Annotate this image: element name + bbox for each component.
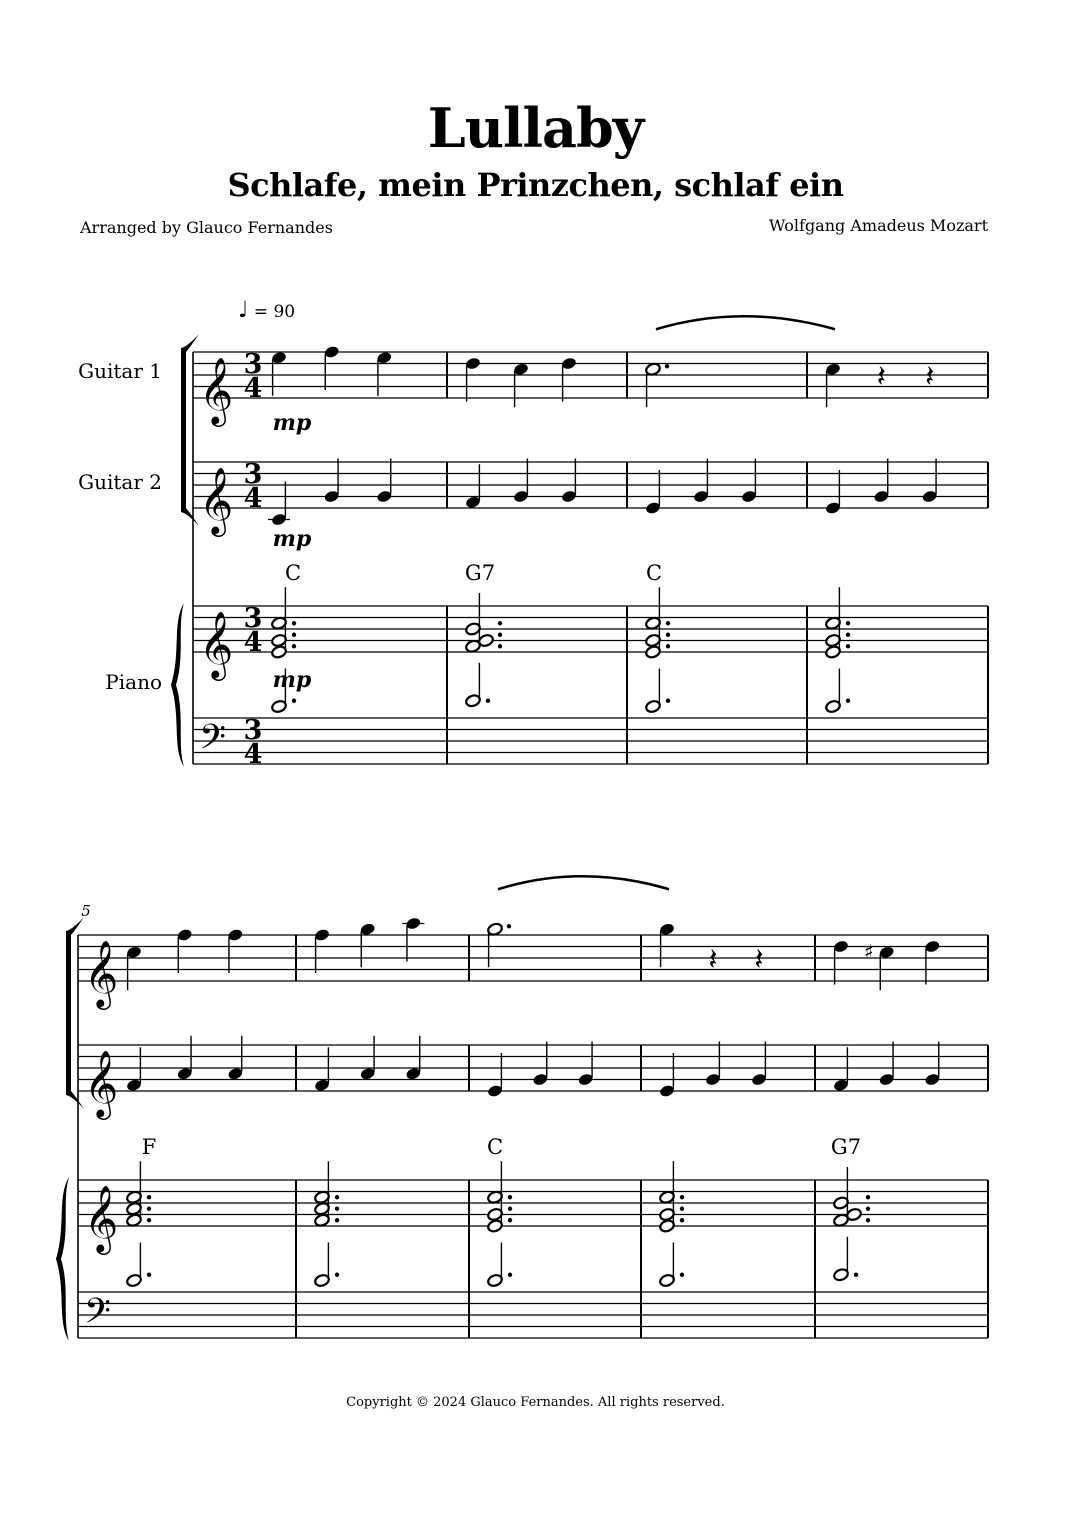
augmentation-dot [335,1218,339,1222]
augmentation-dot [147,1207,151,1211]
augmentation-dot [335,1273,339,1277]
treble-clef-icon: 𝄞 [199,356,234,424]
bracket-hook-bottom [181,508,199,526]
guitar-bracket [66,931,71,1095]
augmentation-dot [666,644,670,648]
quarter-rest-icon: 𝄽 [876,359,886,395]
augmentation-dot [292,644,296,648]
augmentation-dot [498,621,502,625]
arranger-credit: Arranged by Glauco Fernandes [80,218,333,237]
chord-symbol: C [284,561,302,585]
augmentation-dot [680,1207,684,1211]
augmentation-dot [866,1195,870,1199]
quarter-rest-icon: 𝄽 [754,942,764,978]
treble-clef-icon: 𝄞 [199,610,234,678]
time-signature-top: 3 [243,349,263,380]
augmentation-dot [292,699,296,703]
augmentation-dot [666,621,670,625]
treble-clef-icon: 𝄞 [199,466,234,534]
augmentation-dot [147,1218,151,1222]
instrument-label-guitar-1: Guitar 1 [78,359,162,383]
instrument-label-guitar-2: Guitar 2 [78,470,162,494]
dynamic-mp-piano: mp [272,667,312,693]
augmentation-dot [498,644,502,648]
chord-symbol: G7 [464,561,496,585]
augmentation-dot [335,1207,339,1211]
score-subtitle: Schlafe, mein Prinzchen, schlaf ein [227,166,844,204]
tie-curve [656,316,835,329]
copyright-notice: Copyright © 2024 Glauco Fernandes. All rights reserved. [346,1395,725,1410]
guitar-bracket [181,348,186,512]
time-signature-top: 3 [243,459,263,490]
augmentation-dot [866,1207,870,1211]
augmentation-dot [508,1273,512,1277]
treble-clef-icon: 𝄞 [84,939,119,1007]
augmentation-dot [854,1273,858,1277]
half-notehead [478,633,495,647]
augmentation-dot [335,1195,339,1199]
time-signature-bottom: 4 [243,627,263,658]
composer-credit: Wolfgang Amadeus Mozart [768,216,988,235]
score-title: Lullaby [427,96,644,160]
bass-clef-icon: 𝄢 [84,1290,112,1340]
augmentation-dot [665,364,669,368]
measure-number: 5 [81,902,91,920]
treble-clef-icon: 𝄞 [84,1184,119,1252]
sharp-accidental: ♯ [863,939,874,964]
treble-clef-icon: 𝄞 [84,1049,119,1117]
quarter-note-icon: ♩ [238,298,249,323]
time-signature-bottom: 4 [243,373,263,404]
bracket-hook-top [181,334,199,352]
augmentation-dot [846,633,850,637]
augmentation-dot [666,699,670,703]
half-notehead [846,1207,863,1221]
time-signature-top: 3 [243,603,263,634]
augmentation-dot [498,633,502,637]
chord-symbol: F [141,1135,157,1159]
tempo-value: = 90 [253,302,296,322]
chord-symbol: C [645,561,663,585]
augmentation-dot [846,644,850,648]
augmentation-dot [292,633,296,637]
chord-symbol: G7 [830,1135,862,1159]
augmentation-dot [846,699,850,703]
augmentation-dot [508,1218,512,1222]
quarter-rest-icon: 𝄽 [925,359,935,395]
piano-brace [171,603,184,767]
augmentation-dot [292,621,296,625]
bass-clef-icon: 𝄢 [199,716,227,766]
augmentation-dot [846,621,850,625]
augmentation-dot [508,1195,512,1199]
augmentation-dot [680,1218,684,1222]
quarter-rest-icon: 𝄽 [708,942,718,978]
augmentation-dot [147,1273,151,1277]
bracket-hook-bottom [66,1091,84,1109]
instrument-label-piano: Piano [105,670,162,694]
augmentation-dot [486,699,490,703]
time-signature-top: 3 [243,715,263,746]
time-signature-bottom: 4 [243,739,263,770]
augmentation-dot [507,924,511,928]
dynamic-mp-guitar-2: mp [272,526,312,552]
dynamic-mp-guitar-1: mp [272,410,312,436]
time-signature-bottom: 4 [243,483,263,514]
tie-curve [498,876,669,889]
augmentation-dot [147,1195,151,1199]
augmentation-dot [680,1195,684,1199]
augmentation-dot [508,1207,512,1211]
augmentation-dot [666,633,670,637]
augmentation-dot [866,1218,870,1222]
augmentation-dot [680,1273,684,1277]
chord-symbol: C [486,1135,504,1159]
piano-brace [56,1177,69,1341]
